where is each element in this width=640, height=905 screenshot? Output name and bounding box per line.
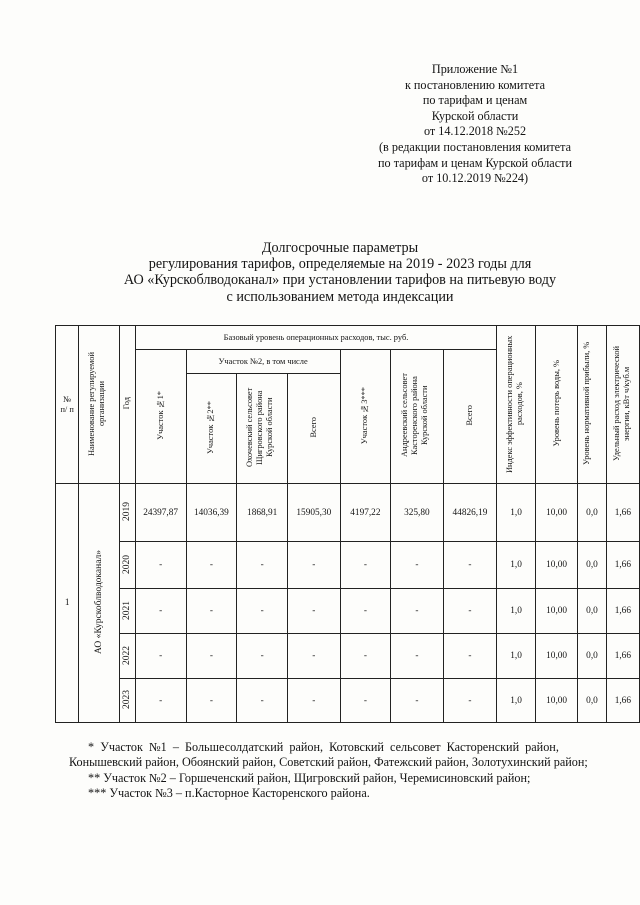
appendix-line: к постановлению комитета xyxy=(404,77,546,92)
cell-year xyxy=(120,634,136,679)
cell-total: - xyxy=(443,589,497,634)
cell-okhochev: - xyxy=(237,679,288,723)
parameters-table xyxy=(55,325,640,723)
header-total2-label: Всего xyxy=(308,417,318,438)
cell-efficiency: 1,0 xyxy=(497,679,536,723)
cell-energy: 1,66 xyxy=(606,679,639,723)
cell-profit: 0,0 xyxy=(578,634,606,679)
header-energy-label: Удельный расход электрической энергии, кВт ч/куб.м xyxy=(611,346,631,461)
table-row xyxy=(56,484,640,542)
header-andreev xyxy=(391,350,444,484)
cell-site1: - xyxy=(135,634,186,679)
header-num-label: № п/ п xyxy=(60,394,74,414)
document-title xyxy=(60,240,620,305)
header-total-label: Всего xyxy=(464,405,474,426)
cell-site3: - xyxy=(340,542,390,589)
header-total xyxy=(443,350,497,484)
cell-site1: - xyxy=(135,589,186,634)
cell-energy: 1,66 xyxy=(606,589,639,634)
cell-site2: 14036,39 xyxy=(186,484,237,542)
cell-year xyxy=(120,542,136,589)
header-site2 xyxy=(186,374,237,484)
cell-num: 1 xyxy=(56,484,79,723)
header-losses xyxy=(535,326,577,484)
cell-site3: 4197,22 xyxy=(340,484,390,542)
cell-year xyxy=(120,484,136,542)
cell-andreev: - xyxy=(391,679,444,723)
header-losses-label: Уровень потерь воды, % xyxy=(551,360,561,447)
cell-total2: 15905,30 xyxy=(288,484,341,542)
header-org xyxy=(79,326,120,484)
header-site3 xyxy=(340,350,390,484)
cell-total: - xyxy=(443,542,497,589)
cell-profit: 0,0 xyxy=(578,589,606,634)
table-row xyxy=(56,679,640,723)
cell-site1: - xyxy=(135,679,186,723)
header-year-label: Год xyxy=(122,397,132,410)
cell-site3: - xyxy=(340,679,390,723)
cell-profit: 0,0 xyxy=(578,484,606,542)
cell-year-label: 2021 xyxy=(121,600,132,620)
cell-total2: - xyxy=(288,634,341,679)
cell-year xyxy=(120,589,136,634)
cell-okhochev: 1868,91 xyxy=(237,484,288,542)
cell-losses: 10,00 xyxy=(535,634,577,679)
footnote-3: *** Участок №3 – п.Касторное Касторенского района. xyxy=(88,786,370,801)
table-row xyxy=(56,634,640,679)
footnote-1-cont: Конышевский район, Обоянский район, Советский район, Фатежский район, Золотухинский район; xyxy=(69,755,588,770)
footnote-2: ** Участок №2 – Горшеченский район, Щигровский район, Черемисиновский район; xyxy=(88,770,531,785)
header-site1 xyxy=(135,350,186,484)
cell-year-label: 2023 xyxy=(121,690,132,709)
header-org-label: Наименование регулируемой организации xyxy=(87,351,107,456)
header-year xyxy=(120,326,136,484)
cell-losses: 10,00 xyxy=(535,484,577,542)
header-base: Базовый уровень операционных расходов, тыс. руб. xyxy=(135,326,497,350)
cell-profit: 0,0 xyxy=(578,542,606,589)
table-row xyxy=(56,542,640,589)
cell-profit: 0,0 xyxy=(578,679,606,723)
cell-org xyxy=(79,484,120,723)
header-site1-label: Участок №1* xyxy=(155,391,165,440)
header-total2 xyxy=(288,374,341,484)
cell-year xyxy=(120,679,136,723)
appendix-line: (в редакции постановления комитета xyxy=(379,139,571,154)
appendix-line: от 10.12.2019 №224) xyxy=(421,171,529,186)
header-efficiency xyxy=(497,326,536,484)
appendix-header xyxy=(340,62,610,187)
cell-total: 44826,19 xyxy=(443,484,497,542)
cell-year-label: 2019 xyxy=(121,502,132,521)
cell-andreev: - xyxy=(391,634,444,679)
cell-org-label: АО «Курскоблводоканал» xyxy=(94,550,105,654)
title-line: Долгосрочные параметры xyxy=(261,240,419,256)
cell-efficiency: 1,0 xyxy=(497,484,536,542)
cell-efficiency: 1,0 xyxy=(497,634,536,679)
appendix-line: по тарифам и ценам Курской области xyxy=(378,155,572,170)
title-line: с использованием метода индексации xyxy=(226,288,454,305)
header-okhochev xyxy=(237,374,288,484)
cell-site3: - xyxy=(340,589,390,634)
cell-total2: - xyxy=(288,589,341,634)
cell-efficiency: 1,0 xyxy=(497,542,536,589)
cell-losses: 10,00 xyxy=(535,589,577,634)
header-profit-label: Уровень нормативной прибыли, % xyxy=(581,341,591,466)
cell-energy: 1,66 xyxy=(606,634,639,679)
cell-losses: 10,00 xyxy=(535,542,577,589)
footnote-1: * Участок №1 – Большесолдатский район, Котовский сельсовет Касторенский район, xyxy=(88,740,559,754)
cell-site3: - xyxy=(340,634,390,679)
cell-year-label: 2022 xyxy=(121,645,132,665)
header-efficiency-label: Индекс эффективности операционных расходов, % xyxy=(505,334,525,473)
header-energy xyxy=(606,326,639,484)
header-site2-group: Участок №2, в том числе xyxy=(186,350,340,374)
table-row xyxy=(56,589,640,634)
cell-losses: 10,00 xyxy=(535,679,577,723)
cell-site2: - xyxy=(186,679,237,723)
cell-okhochev: - xyxy=(237,589,288,634)
header-profit xyxy=(578,326,606,484)
cell-total2: - xyxy=(288,542,341,589)
cell-site2: - xyxy=(186,589,237,634)
cell-andreev: 325,80 xyxy=(391,484,444,542)
header-site2-label: Участок №2** xyxy=(206,400,216,455)
cell-site2: - xyxy=(186,634,237,679)
cell-energy: 1,66 xyxy=(606,542,639,589)
cell-andreev: - xyxy=(391,589,444,634)
cell-total2: - xyxy=(288,679,341,723)
appendix-line: Курской области xyxy=(431,108,519,123)
header-andreev-label: Андреевский сельсовет Касторенского района Курской области xyxy=(399,373,429,458)
cell-total: - xyxy=(443,679,497,723)
cell-energy: 1,66 xyxy=(606,484,639,542)
cell-site1: - xyxy=(135,542,186,589)
appendix-line: по тарифам и ценам xyxy=(422,93,528,108)
cell-efficiency: 1,0 xyxy=(497,589,536,634)
cell-year-label: 2020 xyxy=(121,554,132,574)
cell-total: - xyxy=(443,634,497,679)
header-site3-label: Участок №3*** xyxy=(360,386,370,445)
header-num xyxy=(56,326,79,484)
cell-andreev: - xyxy=(391,542,444,589)
footnotes xyxy=(69,740,608,802)
header-okhochev-label: Охочевский сельсовет Щигровского района Курской области xyxy=(245,387,275,468)
cell-okhochev: - xyxy=(237,634,288,679)
appendix-line: Приложение №1 xyxy=(431,62,519,76)
title-line: регулирования тарифов, определяемые на 2019 - 2023 годы для xyxy=(148,256,532,273)
title-line: АО «Курскоблводоканал» при установлении тарифов на питьевую воду xyxy=(123,272,557,289)
cell-site2: - xyxy=(186,542,237,589)
appendix-line: от 14.12.2018 №252 xyxy=(423,124,527,139)
cell-site1: 24397,87 xyxy=(135,484,186,542)
cell-okhochev: - xyxy=(237,542,288,589)
